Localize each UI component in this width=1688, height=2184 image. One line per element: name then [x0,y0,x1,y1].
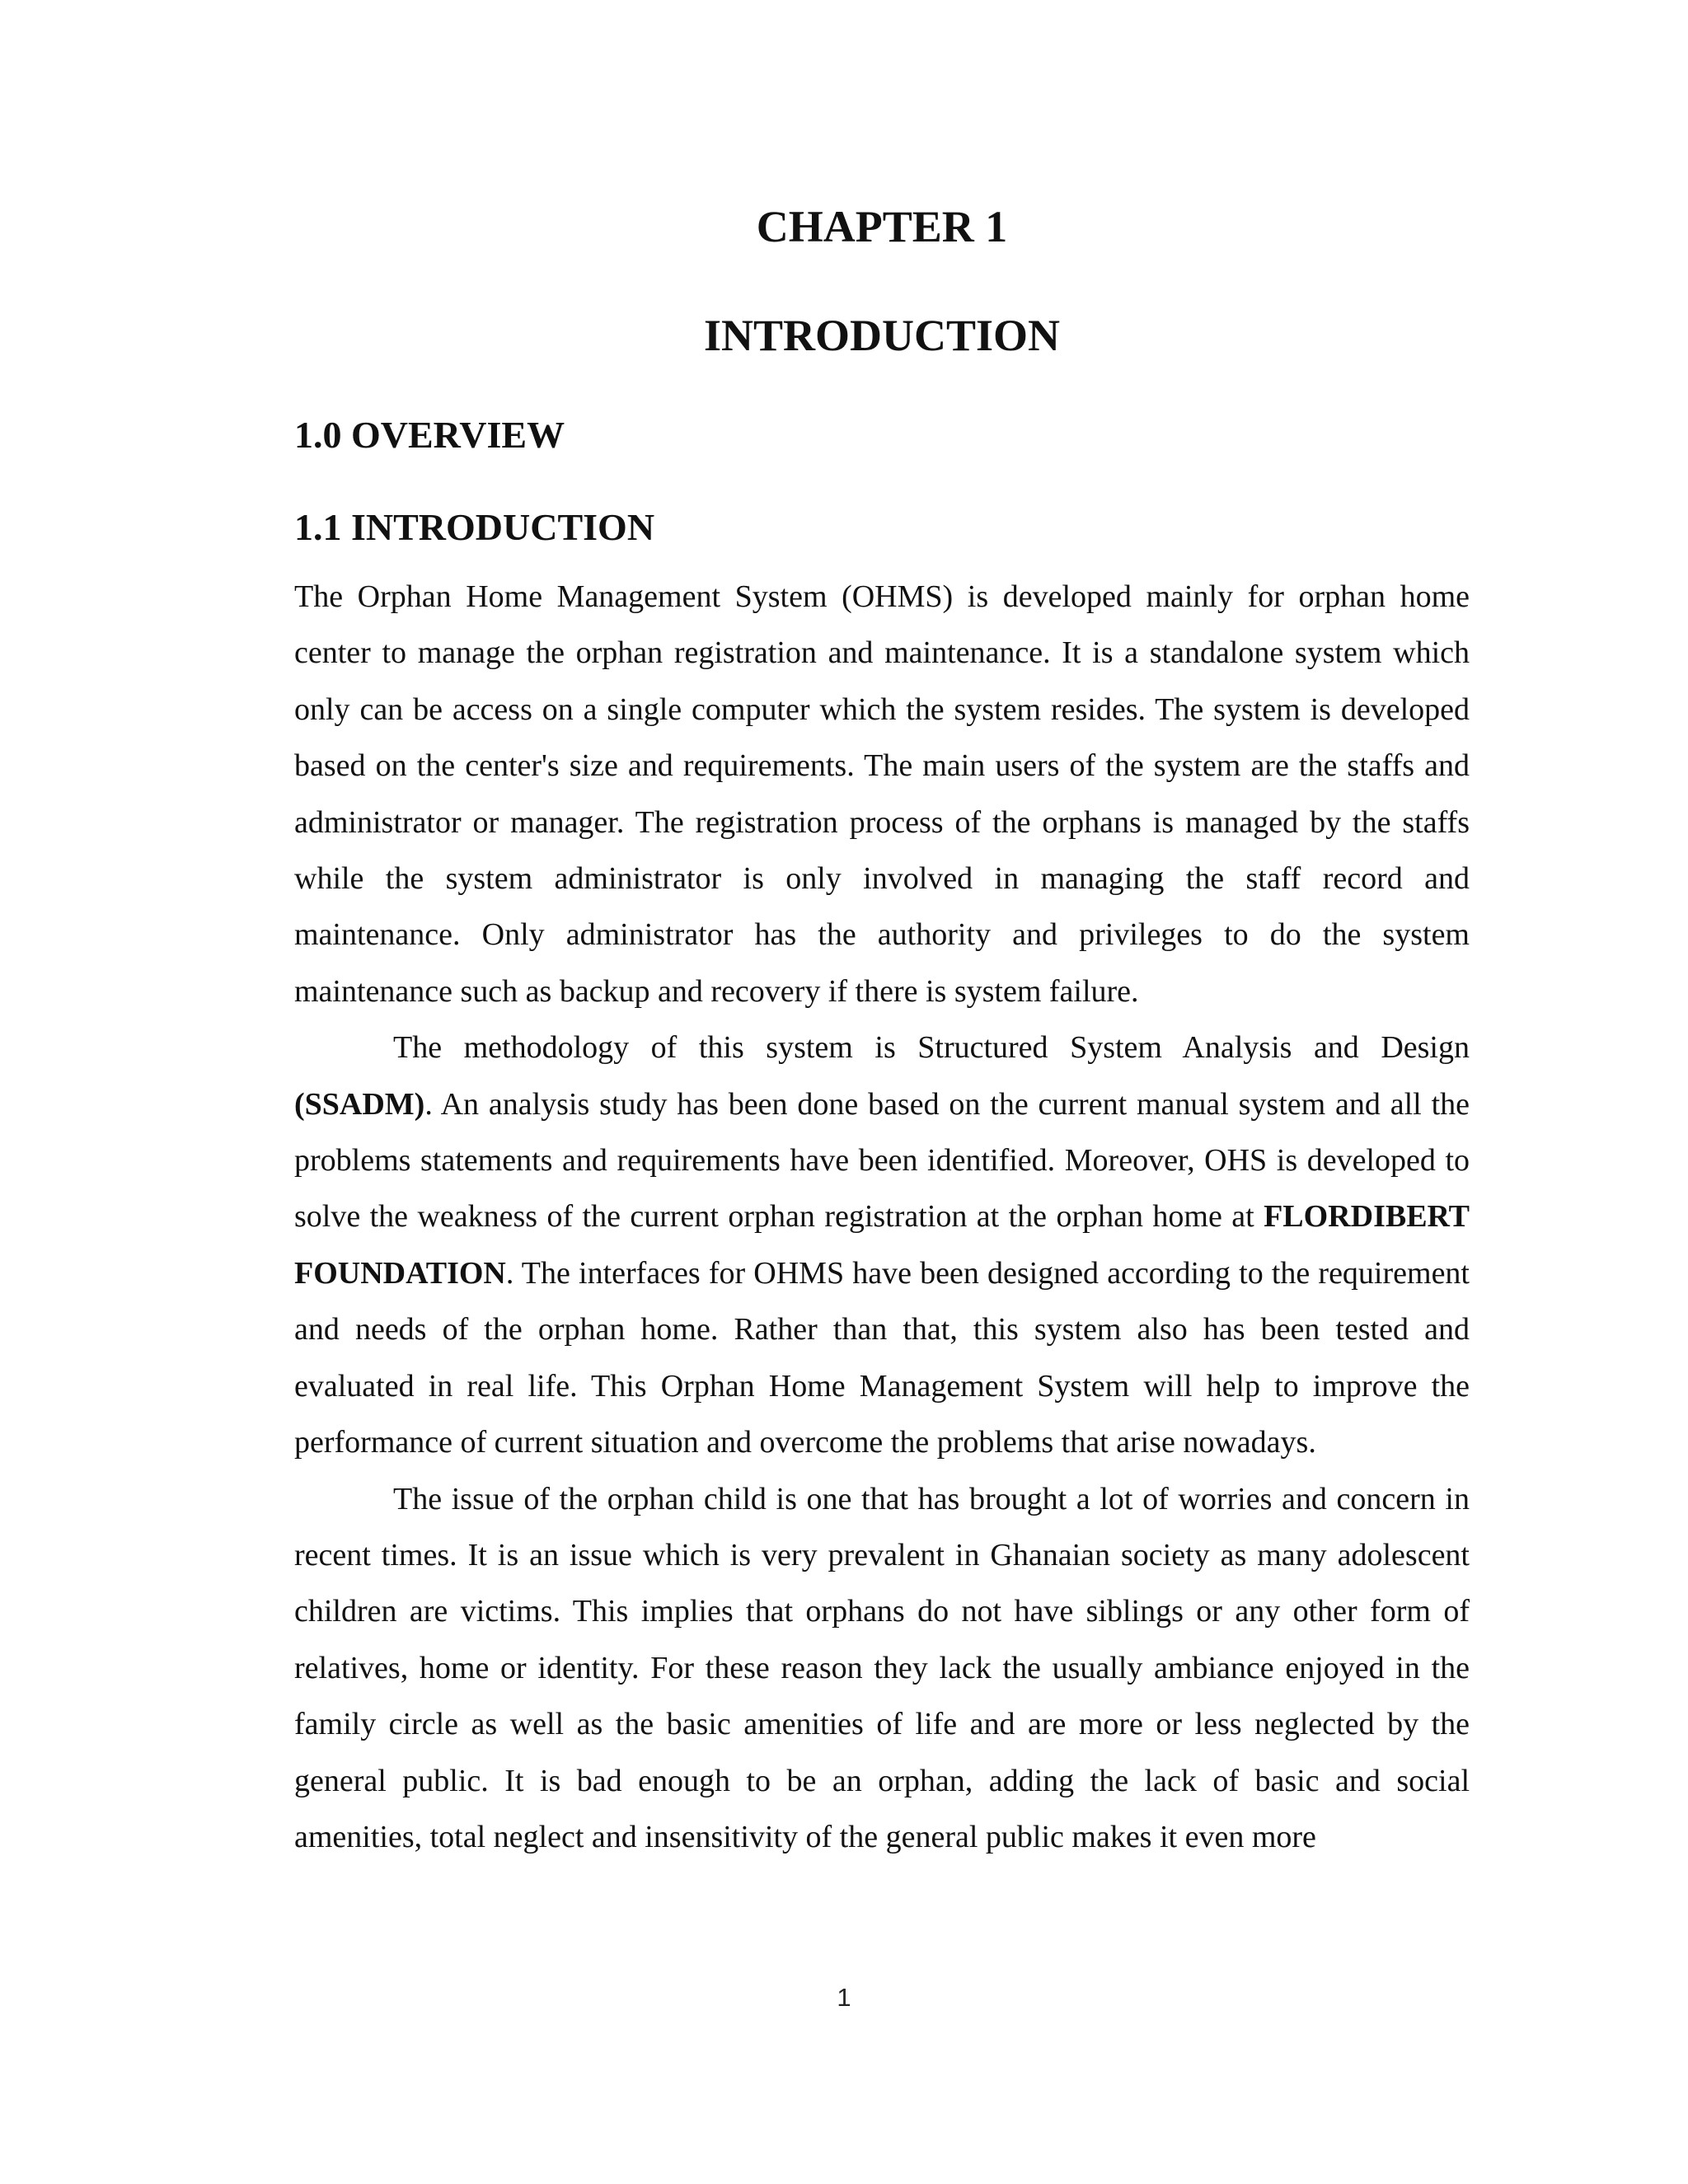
body-text [294,569,1470,1865]
section-heading-introduction: 1.1 INTRODUCTION [294,506,655,548]
paragraph-methodology-text-2: . An analysis study has been done based on the current manual system and all the problems statements and requirements have been identified. Moreover, OHS is developed to solve the weakness of the current orphan registration at the orphan home at [294,1086,1470,1235]
paragraph-ohms-description: The Orphan Home Management System (OHMS) is developed mainly for orphan home center to manage the orphan registration and maintenance. It is a standalone system which only can be access on a single computer which the system resides. The system is developed based on the center's size and requirements. The main users of the system are the staffs and administrator or manager. The registration process of the orphans is managed by the staffs while the system administrator is only involved in managing the staff record and maintenance. Only administrator has the authority and privileges to do the system maintenance such as backup and recovery if there is system failure. [294,579,1470,1009]
chapter-title: INTRODUCTION [703,311,1061,360]
page-number: 1 [837,1983,851,2012]
paragraph-methodology [294,1019,1470,1470]
paragraph-methodology-text-1: The methodology of this system is Structured System Analysis and Design [393,1030,1470,1066]
chapter-label: CHAPTER 1 [756,202,1008,251]
foundation-bold-text: FLORDIBERT FOUNDATION [294,1199,1470,1291]
ssadm-bold-text: (SSADM) [294,1086,425,1122]
paragraph-methodology-text-3: . The interfaces for OHMS have been designed according to the requirement and needs of the orphan home. Rather than that, this system also has been tested and evaluated in real life. This Orphan Home Management System will help to improve the performance of current situation and overcome the problems that arise nowadays. [294,1255,1470,1460]
section-heading-overview: 1.0 OVERVIEW [294,414,565,456]
paragraph-orphan-issue: The issue of the orphan child is one that has brought a lot of worries and concern in recent times. It is an issue which is very prevalent in Ghanaian society as many adolescent children are victims. This implies that orphans do not have siblings or any other form of relatives, home or identity. For these reason they lack the usually ambiance enjoyed in the family circle as well as the basic amenities of life and are more or less neglected by the general public. It is bad enough to be an orphan, adding the lack of basic and social amenities, total neglect and insensitivity of the general public makes it even more [294,1481,1470,1854]
